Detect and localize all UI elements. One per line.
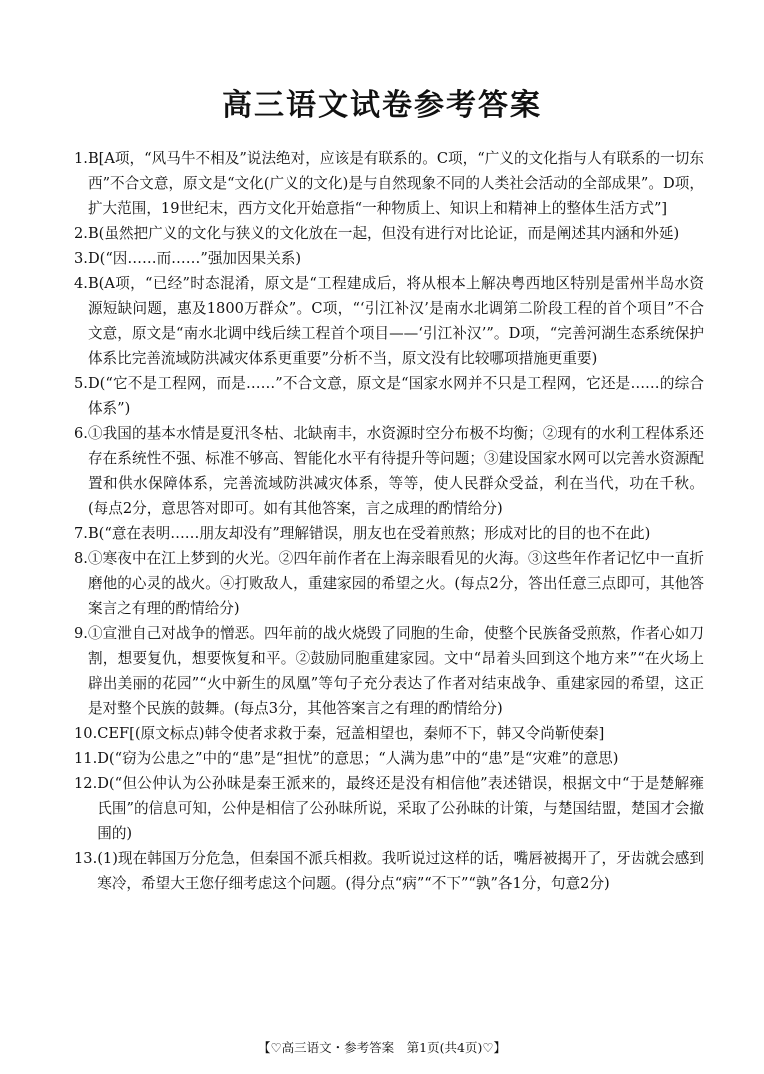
answer-text: ①寒夜中在江上梦到的火光。②四年前作者在上海亲眼看见的火海。③这些年作者记忆中一直折磨他的心灵的战火。④打败敌人，重建家园的希望之火。(每点2分，答出任意三点即可，其他答案言之有理的酌情给分) [87,550,704,617]
answer-text: B(“意在表明……朋友却没有”理解错误，朋友也在受着煎熬；形成对比的目的也不在此) [87,525,651,542]
answer-number: 1. [74,150,88,167]
page-title: 高三语文试卷参考答案 [222,88,542,123]
answer-item [74,621,704,721]
answer-item [74,746,704,771]
answer-text: D(“因……而……”强加因果关系) [87,250,302,267]
answer-text: D(“但公仲认为公孙昧是秦王派来的，最终还是没有相信他”表述错误，根据文中“于是楚解雍氏围”的信息可知，公仲是相信了公孙昧所说，采取了公孙昧的计策，与楚国结盟，楚国才会撤围的) [97,775,704,842]
answer-number: 5. [74,375,88,392]
answer-text: B(A项，“已经”时态混淆，原文是“工程建成后，将从根本上解决粤西地区特别是雷州半岛水资源短缺问题，惠及1800万群众”。C项，“‘引江补汉’是南水北调第二阶段工程的首个项目”不合文意，原文是“南水北调中线后续工程首个项目——‘引江补汉’”。D项，“完善河湖生态系统保护体系比完善流域防洪减灾体系更重要”分析不当，原文没有比较哪项措施更重要) [87,275,704,367]
answer-text: ①我国的基本水情是夏汛冬枯、北缺南丰，水资源时空分布极不均衡；②现有的水利工程体系还存在系统性不强、标准不够高、智能化水平有待提升等问题；③建设国家水网可以完善水资源配置和供水保障体系，完善流域防洪减灾体系，等等，使人民群众受益，利在当代，功在千秋。(每点2分，意思答对即可。如有其他答案，言之成理的酌情给分) [87,425,704,517]
answer-number: 9. [74,625,88,642]
answer-number: 11. [74,750,98,767]
answer-number: 7. [74,525,88,542]
page-footer: 【♡高三语文・参考答案 第1页(共4页)♡】 [257,1040,507,1055]
answer-text: (1)现在韩国万分危急，但秦国不派兵相救。我听说过这样的话，嘴唇被揭开了，牙齿就会感到寒冷，希望大王您仔细考虑这个问题。(得分点“病”“不下”“孰”各1分，句意2分) [97,850,704,892]
answer-item [74,371,704,421]
answer-number: 12. [74,775,98,792]
answer-item [74,721,704,746]
answer-item [74,521,704,546]
answer-item [74,221,704,246]
answer-number: 8. [74,550,88,567]
answer-text: D(“窃为公患之”中的“患”是“担忧”的意思；“人满为患”中的“患”是“灾难”的意思) [97,750,619,767]
answer-text: CEF[(原文标点)韩令使者求救于秦，冠盖相望也，秦师不下，韩又令尚靳使秦] [97,725,605,742]
answer-item [74,421,704,521]
answer-item [74,146,704,221]
answer-number: 13. [74,850,98,867]
answer-number: 3. [74,250,88,267]
answer-item [74,271,704,371]
answer-number: 10. [74,725,98,742]
answer-text: ①宣泄自己对战争的憎恶。四年前的战火烧毁了同胞的生命，使整个民族备受煎熬，作者心如刀割，想要复仇，想要恢复和平。②鼓励同胞重建家园。文中“昂着头回到这个地方来”“在火场上辟出美丽的花园”“火中新生的凤凰”等句子充分表达了作者对结束战争、重建家园的希望，这正是对整个民族的鼓舞。(每点3分，其他答案言之有理的酌情给分) [87,625,704,717]
answer-item [74,846,704,896]
answer-text: D(“它不是工程网，而是……”不合文意，原文是“国家水网并不只是工程网，它还是……的综合体系”) [87,375,704,417]
answer-item [74,246,704,271]
answer-list [74,146,704,896]
answer-item [74,546,704,621]
answer-number: 4. [74,275,88,292]
answer-text: B[A项，“风马牛不相及”说法绝对，应该是有联系的。C项，“广义的文化指与人有联系的一切东西”不合文意，原文是“文化(广义的文化)是与自然现象不同的人类社会活动的全部成果”。D项，扩大范围，19世纪末，西方文化开始意指“一种物质上、知识上和精神上的整体生活方式”] [87,150,704,217]
answer-number: 2. [74,225,88,242]
answer-text: B(虽然把广义的文化与狭义的文化放在一起，但没有进行对比论证，而是阐述其内涵和外延) [87,225,680,242]
answer-item [74,771,704,846]
answer-number: 6. [74,425,88,442]
